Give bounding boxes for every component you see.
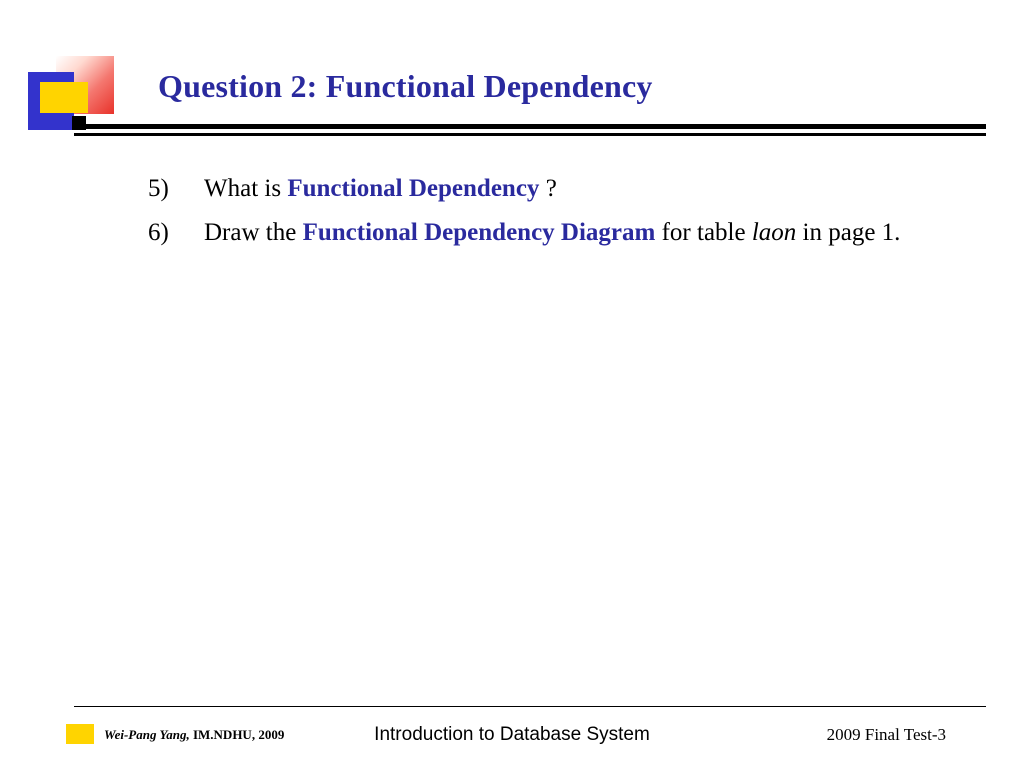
list-item-text-part-italic: laon [751, 219, 797, 246]
list-item [148, 170, 948, 208]
list-item-text-part-emphasis: Functional Dependency [287, 175, 540, 202]
list-item-text-part: What is [204, 175, 288, 202]
footer-course-title: Introduction to Database System [374, 724, 650, 745]
footer-author-org: IM.NDHU, 2009 [192, 727, 285, 742]
list-item-text [204, 214, 948, 252]
list-item-marker: 6) [148, 219, 169, 246]
list-item-text-part: in page 1. [796, 219, 901, 246]
header-rule-thick [74, 124, 986, 129]
footer-page-label: 2009 Final Test-3 [826, 725, 946, 744]
header-rule-thin [74, 133, 986, 136]
list-item-text-part: Draw the [204, 219, 303, 246]
footer-author-name: Wei-Pang Yang, [104, 727, 190, 742]
list-item-text-part: ? [539, 175, 557, 202]
list-item-marker: 5) [148, 175, 169, 202]
list-item-text-part: for table [655, 219, 752, 246]
logo-yellow-rect-icon [40, 82, 88, 113]
question-list [148, 170, 948, 258]
list-item-text [204, 170, 948, 208]
footer-divider [74, 706, 986, 707]
page-title: Question 2: Functional Dependency [158, 68, 653, 104]
list-item [148, 214, 948, 252]
list-item-text-part-emphasis: Functional Dependency Diagram [302, 219, 656, 246]
